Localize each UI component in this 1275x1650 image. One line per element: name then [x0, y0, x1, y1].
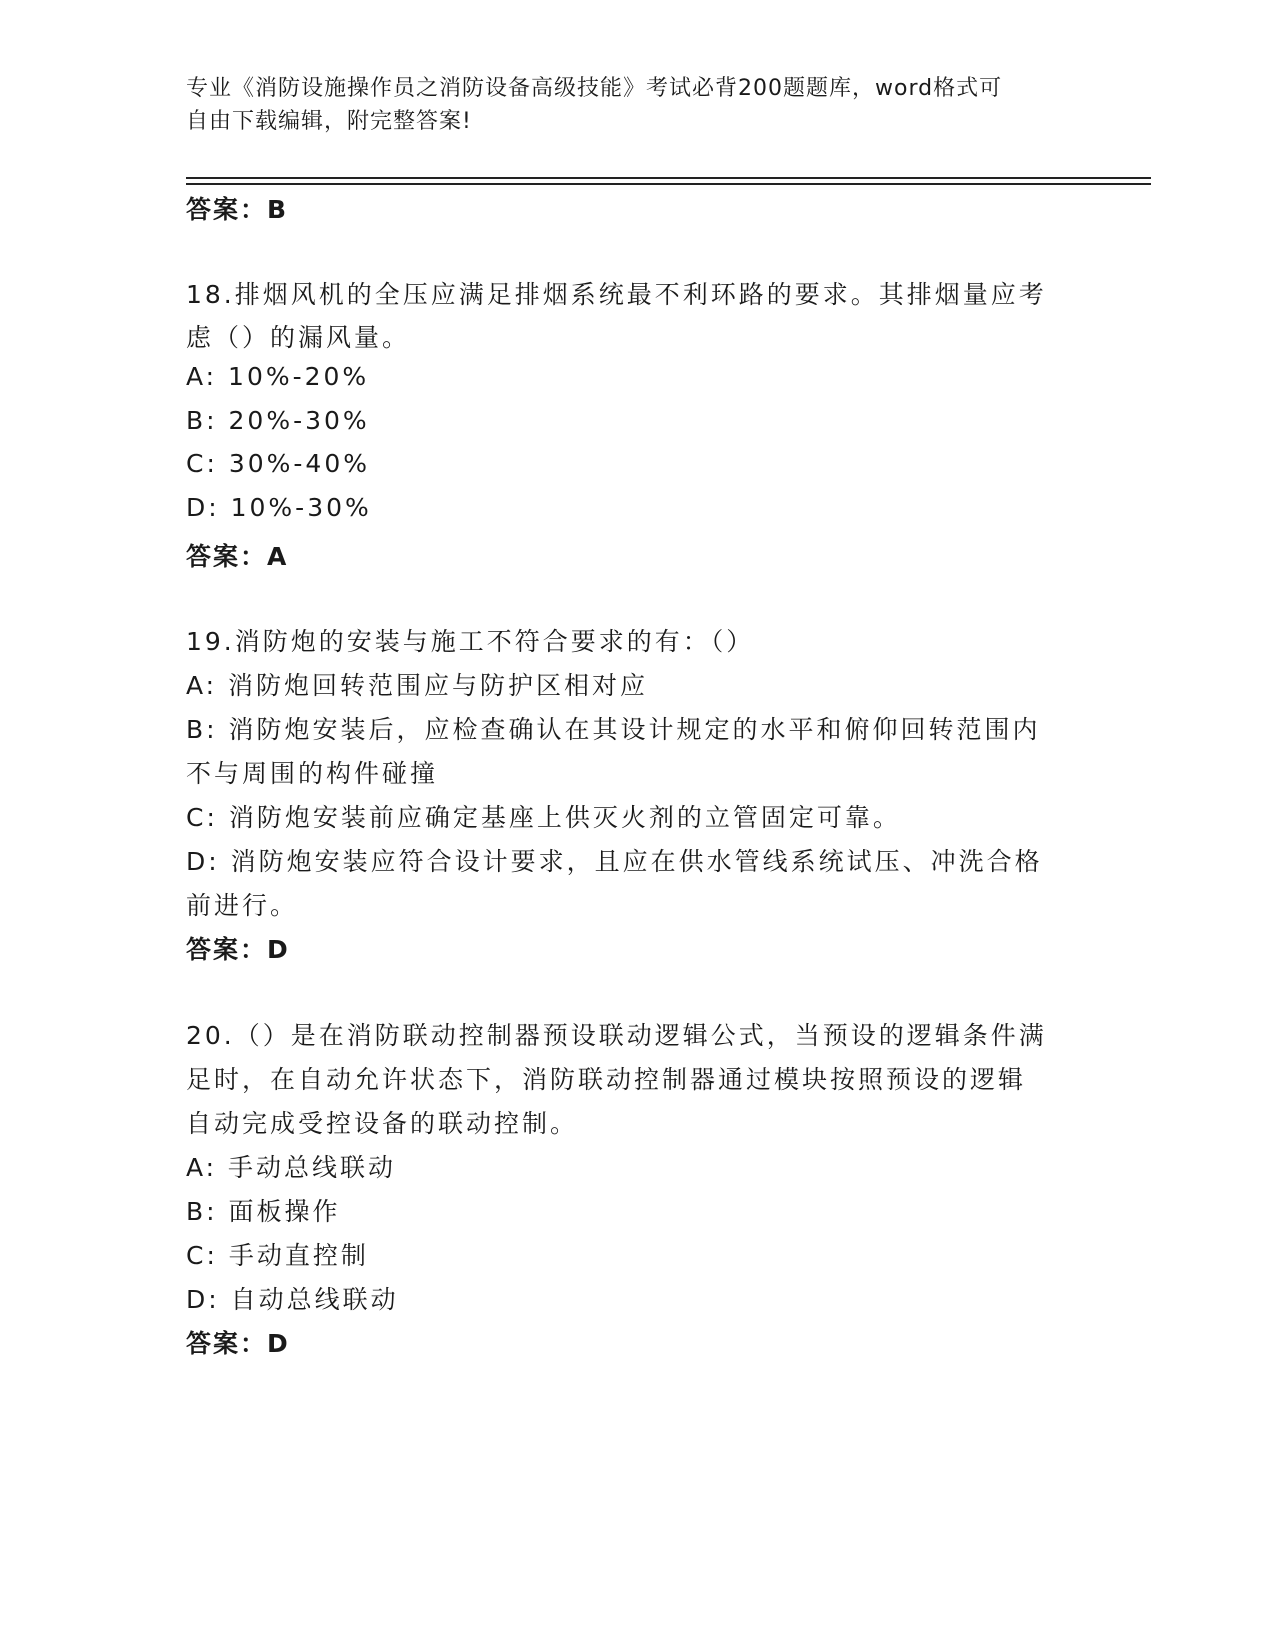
q18-stem-line-2: 虑（）的漏风量。 [186, 323, 411, 352]
header-rule-top [186, 177, 1151, 179]
q18-answer: 答案：A [186, 542, 289, 571]
q20-option-a: A: 手动总线联动 [186, 1153, 397, 1182]
q18-option-c: C: 30%-40% [186, 449, 370, 478]
q19-stem-line-1: 19.消防炮的安装与施工不符合要求的有：（） [186, 627, 755, 656]
q18-option-a: A: 10%-20% [186, 362, 370, 391]
q19-option-c: C: 消防炮安装前应确定基座上供灭火剂的立管固定可靠。 [186, 803, 901, 832]
q20-stem-line-2: 足时，在自动允许状态下，消防联动控制器通过模块按照预设的逻辑 [186, 1065, 1027, 1094]
header-line-2: 自由下载编辑，附完整答案! [186, 109, 472, 134]
q20-answer: 答案：D [186, 1329, 290, 1358]
q20-option-c: C: 手动直控制 [186, 1241, 369, 1270]
q20-stem-line-3: 自动完成受控设备的联动控制。 [186, 1109, 579, 1138]
q20-stem-line-1: 20.（）是在消防联动控制器预设联动逻辑公式，当预设的逻辑条件满 [186, 1021, 1047, 1050]
answer-17: 答案：B [186, 195, 289, 224]
q19-option-a: A: 消防炮回转范围应与防护区相对应 [186, 671, 649, 700]
header-rule-bottom [186, 183, 1151, 185]
q19-option-d: D: 消防炮安装应符合设计要求，且应在供水管线系统试压、冲洗合格 [186, 847, 1043, 876]
document-header [186, 72, 1086, 138]
q19-answer: 答案：D [186, 935, 290, 964]
q18-option-d: D: 10%-30% [186, 493, 372, 522]
q19-option-b: B: 消防炮安装后，应检查确认在其设计规定的水平和俯仰回转范围内 [186, 715, 1041, 744]
q19-option-b-cont: 不与周围的构件碰撞 [186, 759, 439, 788]
q20-option-b: B: 面板操作 [186, 1197, 341, 1226]
q20-option-d: D: 自动总线联动 [186, 1285, 399, 1314]
q18-stem-line-1: 18.排烟风机的全压应满足排烟系统最不利环路的要求。其排烟量应考 [186, 280, 1047, 309]
header-line-1: 专业《消防设施操作员之消防设备高级技能》考试必背200题题库，word格式可 [186, 76, 1003, 101]
q19-option-d-cont: 前进行。 [186, 891, 299, 920]
q18-option-b: B: 20%-30% [186, 406, 370, 435]
